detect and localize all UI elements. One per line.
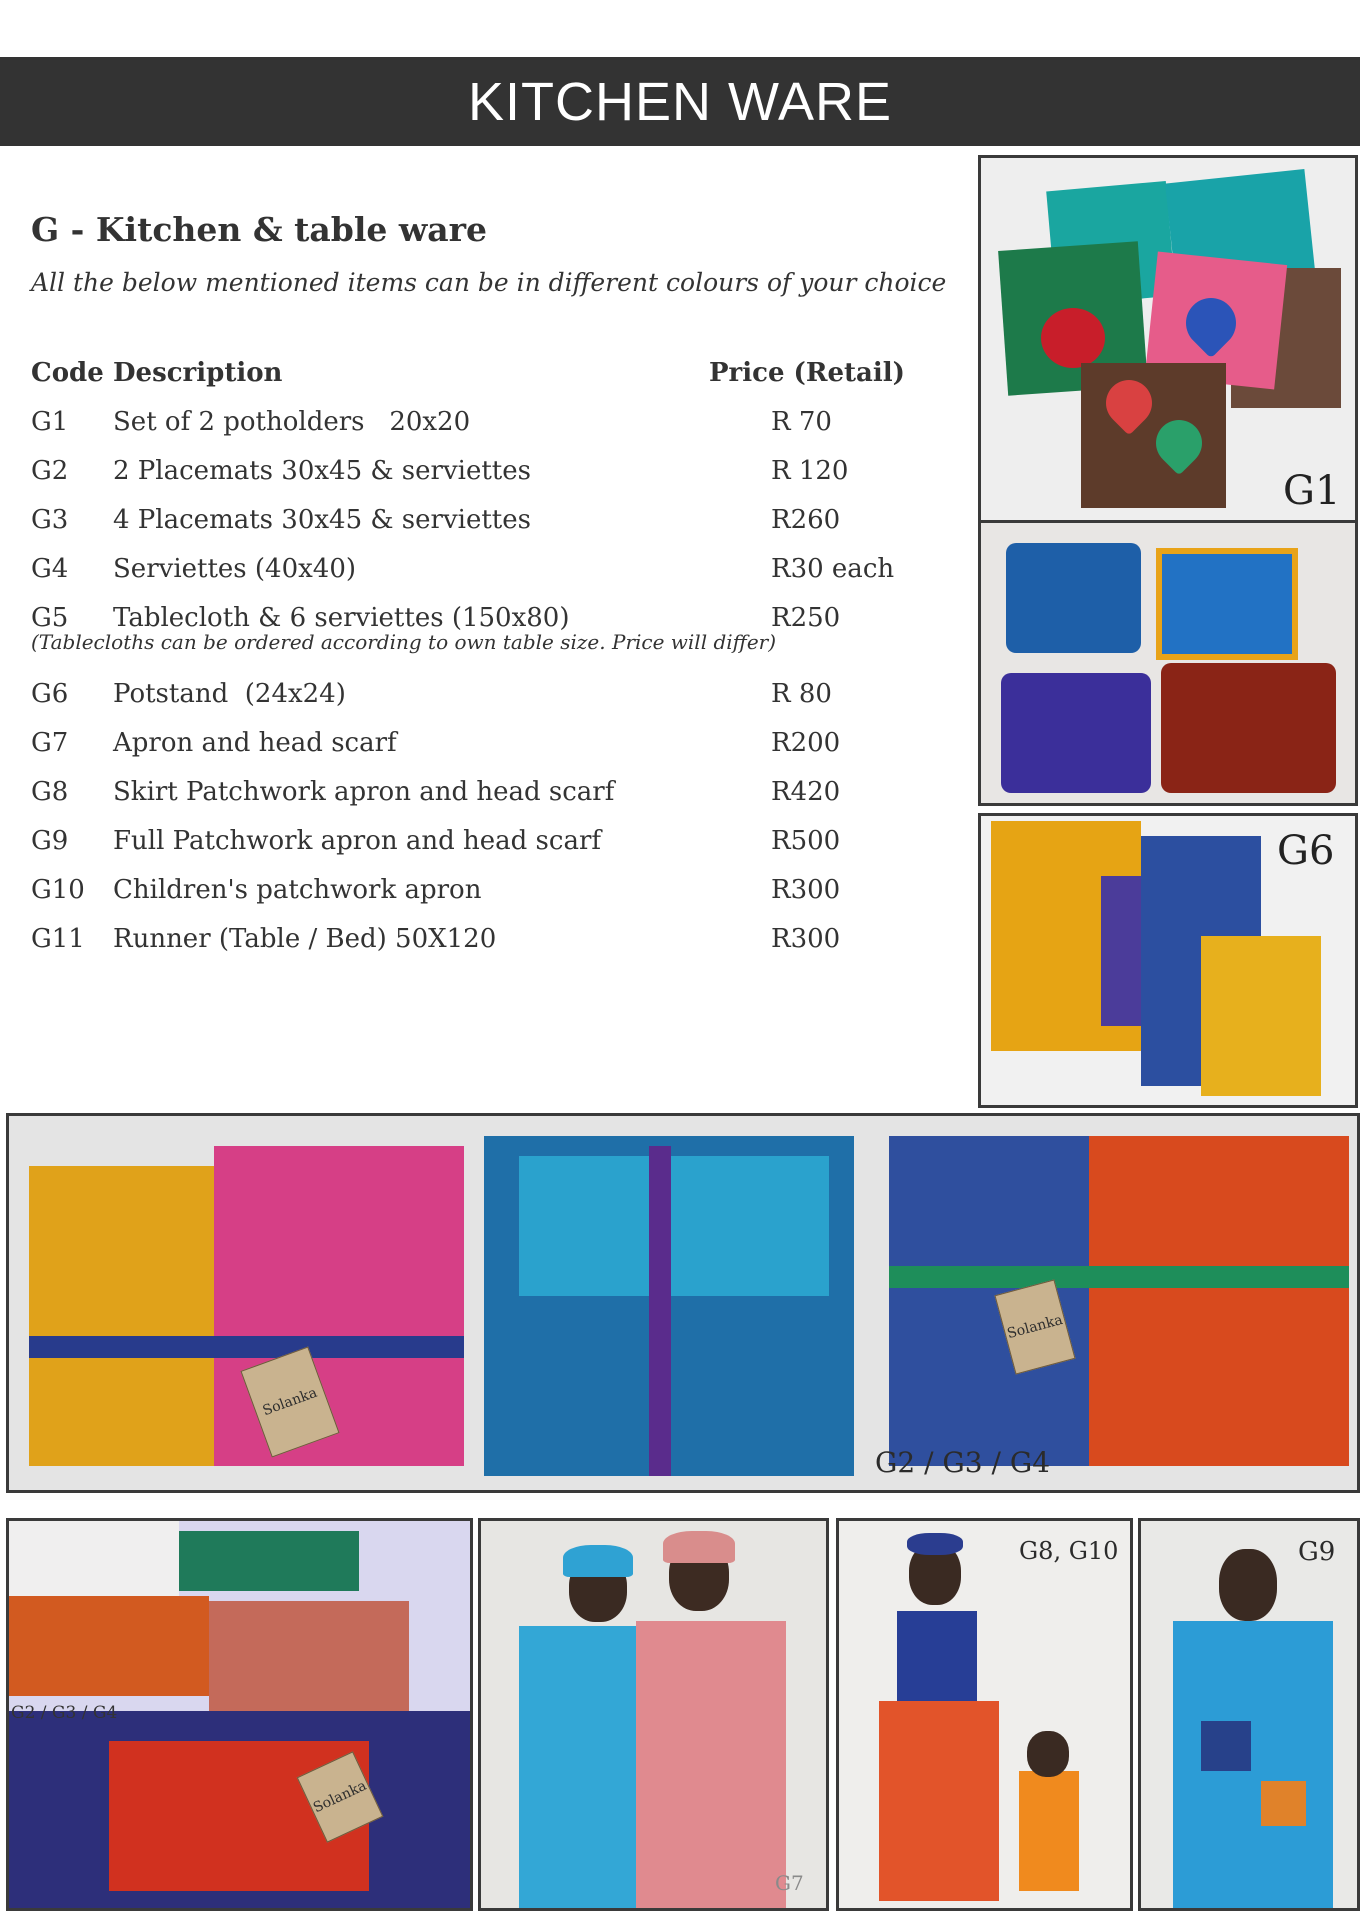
photo-market-stall — [6, 1518, 473, 1911]
caption-g6: G6 — [1277, 828, 1335, 874]
g9-patch-navy — [1201, 1721, 1251, 1771]
g5-note: (Tablecloths can be ordered according to own table size. Price will differ) — [31, 630, 777, 654]
caption-g7: G7 — [775, 1871, 804, 1895]
child-dress-patchwork — [1019, 1771, 1079, 1891]
row-code: G3 — [31, 505, 69, 535]
photo-g7-aprons — [478, 1518, 829, 1911]
child-head — [1027, 1731, 1069, 1777]
row-code: G4 — [31, 554, 69, 584]
table-row — [31, 505, 911, 554]
placemat-lightblue-inner — [519, 1156, 829, 1296]
row-description: Full Patchwork apron and head scarf — [113, 826, 602, 856]
table-row — [31, 456, 911, 505]
row-description: Runner (Table / Bed) 50X120 — [113, 924, 497, 954]
tag-solanka-2: Solanka — [994, 1279, 1075, 1374]
row-price: R30 each — [771, 554, 895, 584]
tag-solanka-3: Solanka — [297, 1751, 384, 1842]
row-description: Apron and head scarf — [113, 728, 397, 758]
row-code: G5 — [31, 603, 69, 633]
row-code: G7 — [31, 728, 69, 758]
photo-placemats-banner — [6, 1113, 1360, 1493]
row-code: G9 — [31, 826, 69, 856]
photo-g9-apron — [1138, 1518, 1360, 1911]
row-price: R 120 — [771, 456, 849, 486]
row-price: R300 — [771, 875, 841, 905]
tag-solanka-1: Solanka — [240, 1346, 339, 1457]
row-code: G11 — [31, 924, 85, 954]
row-description: Tablecloth & 6 serviettes (150x80) — [113, 603, 570, 633]
potholder-purple — [1001, 673, 1151, 793]
row-code: G1 — [31, 407, 69, 437]
photo-g8-g10-aprons — [836, 1518, 1133, 1911]
placemat-orange — [1089, 1136, 1349, 1466]
woman-apron-bib — [897, 1611, 977, 1701]
stall-green-stack — [179, 1531, 359, 1591]
ribbon-purple — [649, 1146, 671, 1476]
row-price: R250 — [771, 603, 841, 633]
g9-woman-head — [1219, 1549, 1277, 1621]
stall-triangle-quilt — [9, 1521, 179, 1600]
potholder-blue-1 — [1006, 543, 1141, 653]
photo-g1-potholders — [978, 155, 1358, 806]
row-price: R420 — [771, 777, 841, 807]
stall-orange-stack — [9, 1596, 209, 1696]
caption-g8-g10: G8, G10 — [1019, 1537, 1119, 1565]
table-row — [31, 924, 911, 973]
row-code: G6 — [31, 679, 69, 709]
row-description: Serviettes (40x40) — [113, 554, 357, 584]
page-title: KITCHEN WARE — [467, 71, 892, 132]
caption-g1: G1 — [1283, 468, 1341, 514]
person-2-apron — [636, 1621, 786, 1911]
table-row — [31, 679, 911, 728]
table-row — [31, 728, 911, 777]
row-price: R 70 — [771, 407, 832, 437]
price-table — [31, 358, 911, 973]
woman-skirt-patchwork — [879, 1701, 999, 1901]
caption-g2-g3-g4-banner: G2 / G3 / G4 — [875, 1446, 1051, 1479]
g9-apron-patchwork — [1173, 1621, 1333, 1911]
woman-headscarf — [907, 1533, 963, 1555]
table-row — [31, 777, 911, 826]
caption-g9: G9 — [1298, 1537, 1336, 1567]
placemat-pink — [214, 1146, 464, 1466]
table-row — [31, 875, 911, 924]
photo-g1-upper — [981, 158, 1355, 520]
table-header — [31, 358, 911, 407]
row-code: G8 — [31, 777, 69, 807]
caption-g2-g3-g4-stall: G2 / G3 / G4 — [11, 1703, 118, 1723]
row-price: R200 — [771, 728, 841, 758]
row-description: Set of 2 potholders 20x20 — [113, 407, 471, 437]
section-subtitle: All the below mentioned items can be in different colours of your choice — [31, 268, 947, 297]
row-price: R300 — [771, 924, 841, 954]
table-row — [31, 407, 911, 456]
row-description: Skirt Patchwork apron and head scarf — [113, 777, 615, 807]
ribbon-navy — [29, 1336, 464, 1358]
ribbon-green — [889, 1266, 1349, 1288]
placemat-navy — [889, 1136, 1099, 1466]
table-row — [31, 826, 911, 875]
row-price: R500 — [771, 826, 841, 856]
table-row — [31, 554, 911, 603]
photo-g1-lower — [981, 523, 1355, 803]
row-code: G10 — [31, 875, 85, 905]
header-description: Description — [113, 358, 283, 388]
potholder-patchwork — [1156, 548, 1298, 660]
row-description: 2 Placemats 30x45 & serviettes — [113, 456, 531, 486]
row-code: G2 — [31, 456, 69, 486]
potholder-brown-main — [1081, 363, 1226, 508]
placemat-yellow — [29, 1166, 214, 1466]
row-description: Potstand (24x24) — [113, 679, 346, 709]
person-1-headscarf — [563, 1545, 633, 1577]
section-title: G - Kitchen & table ware — [31, 210, 488, 249]
potholder-red — [1161, 663, 1336, 793]
page-banner — [0, 57, 1360, 146]
header-code: Code — [31, 358, 104, 388]
row-description: 4 Placemats 30x45 & serviettes — [113, 505, 531, 535]
apple-red — [1041, 308, 1105, 368]
potstand-gold — [1201, 936, 1321, 1096]
person-2-headscarf — [663, 1531, 735, 1563]
row-description: Children's patchwork apron — [113, 875, 482, 905]
photo-g6-potstand — [978, 813, 1358, 1108]
g9-patch-orange — [1261, 1781, 1306, 1826]
stall-pink-stack — [209, 1601, 409, 1711]
header-price: Price (Retail) — [709, 358, 905, 388]
row-price: R260 — [771, 505, 841, 535]
row-price: R 80 — [771, 679, 832, 709]
